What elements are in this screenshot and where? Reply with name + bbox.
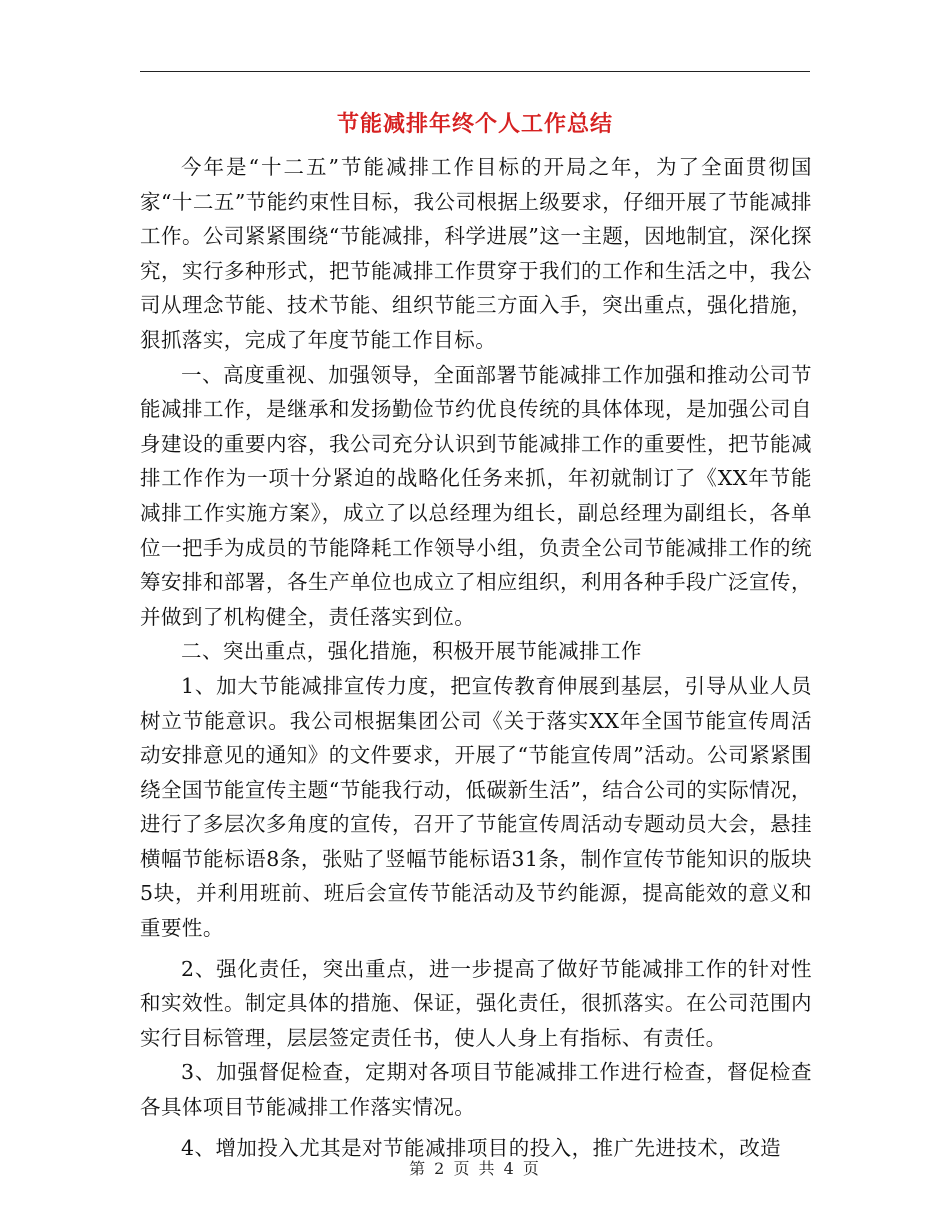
paragraph-item-3: 3、加强督促检查，定期对各项目节能减排工作进行检查，督促检查各具体项目节能减排工作落实情况。 <box>140 1060 812 1120</box>
header-rule <box>140 71 810 72</box>
paragraph-item-1: 1、加大节能减排宣传力度，把宣传教育伸展到基层，引导从业人员树立节能意识。我公司根据集团公司《关于落实XX年全国节能宣传周活动安排意见的通知》的文件要求，开展了“节能宣传周”活动。公司紧紧围绕全国节能宣传主题“节能我行动，低碳新生活”，结合公司的实际情况，进行了多层次多角度的宣传，召开了节能宣传周活动专题动员大会，悬挂横幅节能标语8条，张贴了竖幅节能标语31条，制作宣传节能知识的版块5块，并利用班前、班后会宣传节能活动及节约能源，提高能效的意义和重要性。 <box>140 673 812 941</box>
paragraph-section-2-heading: 二、突出重点，强化措施，积极开展节能减排工作 <box>181 639 642 664</box>
document-title: 节能减排年终个人工作总结 <box>336 112 613 137</box>
paragraph-section-1: 一、高度重视、加强领导，全面部署节能减排工作加强和推动公司节能减排工作，是继承和发扬勤俭节约优良传统的具体体现，是加强公司自身建设的重要内容，我公司充分认识到节能减排工作的重要性，把节能减排工作作为一项十分紧迫的战略化任务来抓，年初就制订了《XX年节能减排工作实施方案》，成立了以总经理为组长，副总经理为副组长，各单位一把手为成员的节能降耗工作领导小组，负责全公司节能减排工作的统筹安排和部署，各生产单位也成立了相应组织，利用各种手段广泛宣传，并做到了机构健全，责任落实到位。 <box>140 362 812 629</box>
paragraph-item-2: 2、强化责任，突出重点，进一步提高了做好节能减排工作的针对性和实效性。制定具体的措施、保证，强化责任，很抓落实。在公司范围内实行目标管理，层层签定责任书，使人人身上有指标、有责任。 <box>140 956 812 1050</box>
paragraph-intro: 今年是“十二五”节能减排工作目标的开局之年，为了全面贯彻国家“十二五”节能约束性目标，我公司根据上级要求，仔细开展了节能减排工作。公司紧紧围绕“节能减排，科学进展”这一主题，因地制宜，深化探究，实行多种形式，把节能减排工作贯穿于我们的工作和生活之中，我公司从理念节能、技术节能、组织节能三方面入手，突出重点，强化措施，狠抓落实，完成了年度节能工作目标。 <box>140 155 812 352</box>
page-number-footer: 第 2 页 共 4 页 <box>409 1159 541 1178</box>
document-body <box>140 150 812 1165</box>
paragraph-item-4: 4、增加投入尤其是对节能减排项目的投入，推广先进技术，改造 <box>181 1135 782 1160</box>
